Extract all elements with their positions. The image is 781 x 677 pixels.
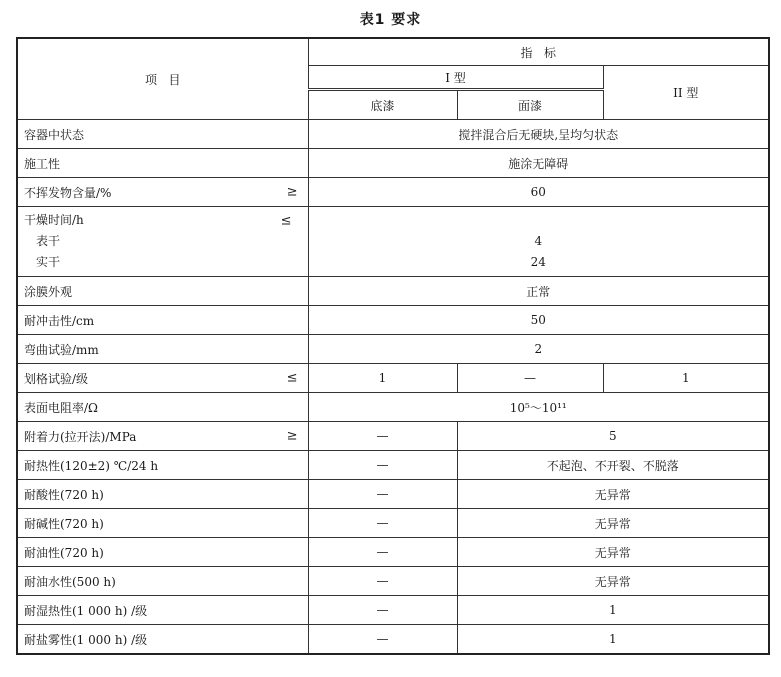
row-value: 无异常 xyxy=(457,538,769,567)
row-symbol: ≤ xyxy=(280,213,292,228)
row-topcoat-value: — xyxy=(457,364,603,393)
row-value: 60 xyxy=(308,178,769,207)
row-value: 施涂无障碍 xyxy=(308,149,769,178)
table-row xyxy=(17,277,769,306)
row-item: 涂膜外观 xyxy=(17,277,308,306)
header-primer: 底漆 xyxy=(308,90,457,120)
row-item: 施工性 xyxy=(17,149,308,178)
row-value: 2 xyxy=(308,335,769,364)
row-value: 1 xyxy=(457,625,769,655)
row-item: 耐酸性(720 h) xyxy=(17,480,308,509)
row-sub-item: 实干 xyxy=(36,255,61,269)
row-symbol: ≤ xyxy=(286,370,298,386)
table-row xyxy=(17,480,769,509)
row-primer-value: 1 xyxy=(308,364,457,393)
requirements-table xyxy=(16,37,770,655)
row-primer-value: — xyxy=(308,625,457,655)
row-primer-value: — xyxy=(308,480,457,509)
row-primer-value: — xyxy=(308,567,457,596)
row-value: 正常 xyxy=(308,277,769,306)
row-primer-value: — xyxy=(308,451,457,480)
header-type2: II 型 xyxy=(603,66,769,120)
table-row xyxy=(17,596,769,625)
table-row xyxy=(17,538,769,567)
row-item-cell xyxy=(17,207,308,277)
row-value: 无异常 xyxy=(457,567,769,596)
table-row xyxy=(17,567,769,596)
row-symbol: ≥ xyxy=(286,428,298,444)
row-value: 搅拌混合后无硬块,呈均匀状态 xyxy=(308,120,769,149)
row-value: 无异常 xyxy=(457,480,769,509)
table-caption: 表1 要求 xyxy=(359,12,422,28)
row-item-cell xyxy=(17,178,308,207)
table-row xyxy=(17,306,769,335)
row-item: 耐碱性(720 h) xyxy=(17,509,308,538)
row-item-cell xyxy=(17,422,308,451)
row-item: 表面电阻率/Ω xyxy=(17,393,308,422)
row-value: 24 xyxy=(530,255,546,269)
row-item: 附着力(拉开法)/MPa xyxy=(24,429,137,444)
row-primer-value: — xyxy=(308,538,457,567)
table-row xyxy=(17,120,769,149)
table-row xyxy=(17,451,769,480)
row-item-cell xyxy=(17,364,308,393)
table-row xyxy=(17,335,769,364)
row-item: 干燥时间/h xyxy=(24,213,84,227)
row-value: 10⁵～10¹¹ xyxy=(308,393,769,422)
row-value: 4 xyxy=(534,234,543,248)
row-item: 划格试验/级 xyxy=(24,371,89,386)
table-row xyxy=(17,364,769,393)
table-row xyxy=(17,207,769,277)
header-item: 项 目 xyxy=(17,38,308,120)
row-value-cell xyxy=(308,207,769,277)
row-primer-value: — xyxy=(308,596,457,625)
header-index: 指 标 xyxy=(308,38,769,66)
row-value: 1 xyxy=(457,596,769,625)
table-row xyxy=(17,393,769,422)
row-value: 不起泡、不开裂、不脱落 xyxy=(457,451,769,480)
row-type2-value: 1 xyxy=(603,364,769,393)
table-row xyxy=(17,625,769,655)
row-item: 弯曲试验/mm xyxy=(17,335,308,364)
table-row xyxy=(17,149,769,178)
table-row xyxy=(17,178,769,207)
table-row xyxy=(17,509,769,538)
table-row xyxy=(17,422,769,451)
row-item: 耐冲击性/cm xyxy=(17,306,308,335)
row-item: 耐湿热性(1 000 h) /级 xyxy=(17,596,308,625)
row-item: 容器中状态 xyxy=(17,120,308,149)
row-item: 耐油性(720 h) xyxy=(17,538,308,567)
row-symbol: ≥ xyxy=(286,184,298,200)
row-primer-value: — xyxy=(308,509,457,538)
row-value: 50 xyxy=(308,306,769,335)
row-value: 无异常 xyxy=(457,509,769,538)
header-type1: I 型 xyxy=(308,66,603,90)
row-sub-item: 表干 xyxy=(36,234,61,248)
row-item: 耐油水性(500 h) xyxy=(17,567,308,596)
row-item: 不挥发物含量/% xyxy=(24,185,112,200)
row-primer-value: — xyxy=(308,422,457,451)
row-item: 耐盐雾性(1 000 h) /级 xyxy=(17,625,308,655)
row-value: 5 xyxy=(457,422,769,451)
header-topcoat: 面漆 xyxy=(457,90,603,120)
header-row-1 xyxy=(17,38,769,66)
row-item: 耐热性(120±2) ℃/24 h xyxy=(17,451,308,480)
